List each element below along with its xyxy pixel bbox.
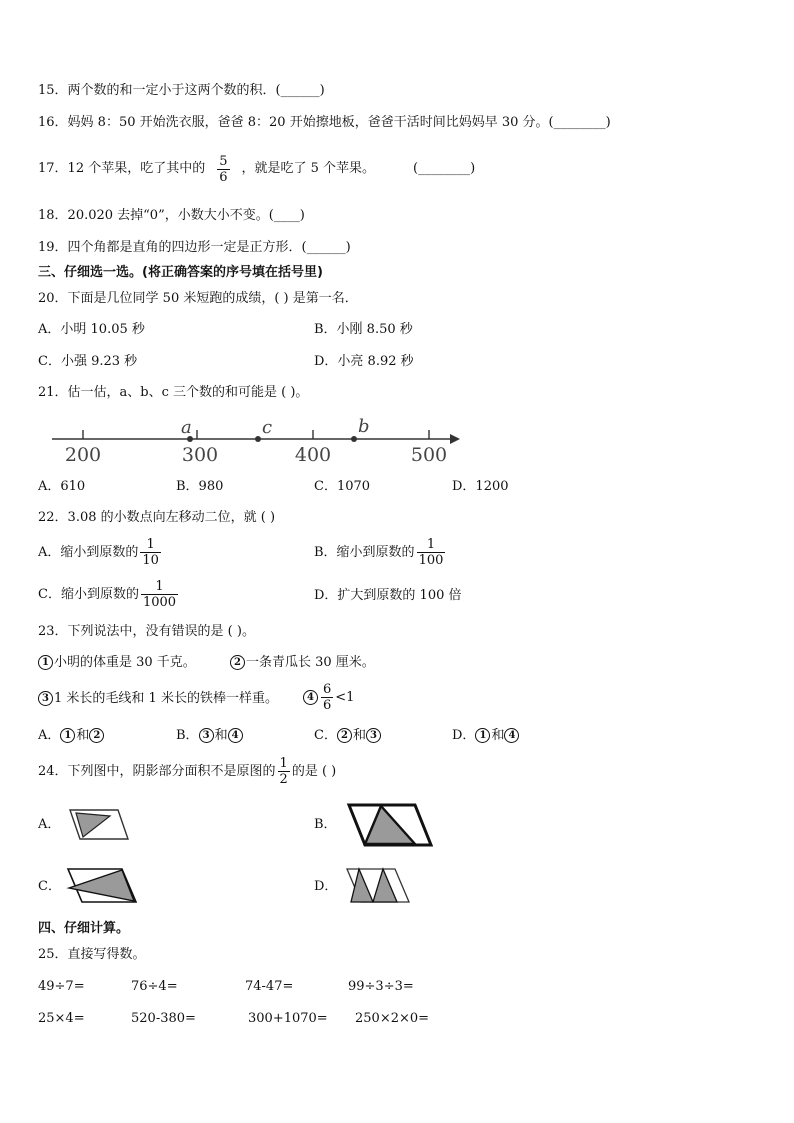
option-c: C．1070 bbox=[314, 479, 371, 494]
point-label-a: a bbox=[181, 417, 192, 438]
question-23: 23．下列说法中，没有错误的是 ( )。 bbox=[38, 624, 255, 639]
option-c-text: C．缩小到原数的 bbox=[38, 586, 139, 602]
question-16: 16．妈妈 8：50 开始洗衣服，爸爸 8：20 开始擦地板，爸爸干活时间比妈妈早 30 分。(________) bbox=[38, 115, 611, 130]
tick-label-200: 200 bbox=[64, 444, 102, 465]
question-24-suffix: 的是 ( ) bbox=[291, 763, 337, 779]
option-b: B．小刚 8.50 秒 bbox=[314, 322, 413, 337]
statement-1 bbox=[38, 655, 196, 671]
fraction-numerator: 1 bbox=[279, 756, 288, 771]
question-17 bbox=[38, 151, 475, 187]
question-17-suffix: ，就是吃了 5 个苹果。 bbox=[241, 161, 376, 176]
circled-number: 4 bbox=[504, 728, 519, 743]
calc-item: 25×4= bbox=[38, 1011, 85, 1026]
fraction-denominator: 1000 bbox=[142, 595, 177, 610]
point-label-b: b bbox=[358, 416, 370, 437]
statement-2 bbox=[230, 655, 375, 671]
question-18: 18．20.020 去掉“0”，小数大小不变。(____) bbox=[38, 208, 305, 223]
circled-number: 3 bbox=[366, 728, 381, 743]
tick-label-300: 300 bbox=[181, 444, 219, 465]
fraction-numerator: 5 bbox=[219, 153, 228, 169]
option-d: D． bbox=[314, 879, 338, 894]
statement-2-text: 一条青瓜长 30 厘米。 bbox=[246, 655, 375, 670]
question-15: 15．两个数的和一定小于这两个数的积．(______) bbox=[38, 83, 325, 98]
option-c bbox=[38, 579, 180, 610]
option-a: A．小明 10.05 秒 bbox=[38, 322, 145, 337]
figure-a-parallelogram bbox=[64, 806, 134, 842]
option-c: C． bbox=[38, 879, 61, 894]
statement-3-text: 1 米长的毛线和 1 米长的铁棒一样重。 bbox=[54, 691, 278, 706]
section-heading-3: 三、仔细选一选。(将正确答案的序号填在括号里) bbox=[38, 265, 323, 280]
tick-label-500: 500 bbox=[410, 444, 448, 465]
fraction-denominator: 6 bbox=[323, 698, 332, 713]
fraction-denominator: 100 bbox=[418, 553, 444, 568]
conjunction: 和 bbox=[76, 728, 90, 743]
calc-item: 250×2×0= bbox=[355, 1011, 430, 1026]
question-17-prefix: 17．12 个苹果，吃了其中的 bbox=[38, 161, 206, 176]
fraction-numerator: 1 bbox=[426, 537, 436, 552]
fraction bbox=[417, 537, 446, 568]
option-a bbox=[38, 728, 105, 744]
circled-number: 2 bbox=[337, 728, 352, 743]
tick-label-400: 400 bbox=[294, 444, 332, 465]
circled-number: 1 bbox=[475, 728, 490, 743]
fraction-denominator: 2 bbox=[279, 772, 288, 787]
option-b: B．980 bbox=[176, 479, 224, 494]
circled-number: 1 bbox=[60, 728, 75, 743]
option-b-text: B．缩小到原数的 bbox=[314, 544, 415, 560]
question-24-prefix: 24．下列图中，阴影部分面积不是原图的 bbox=[38, 763, 276, 779]
option-label: D． bbox=[452, 728, 476, 743]
circled-number: 3 bbox=[199, 728, 214, 743]
option-b bbox=[314, 537, 447, 568]
circled-number: 4 bbox=[228, 728, 243, 743]
option-c bbox=[314, 728, 382, 744]
option-a: A．610 bbox=[38, 479, 86, 494]
section-heading-4: 四、仔细计算。 bbox=[38, 921, 130, 936]
figure-b-parallelogram bbox=[345, 801, 435, 849]
fraction bbox=[140, 537, 161, 568]
figure-c-parallelogram bbox=[64, 866, 140, 906]
fraction-denominator: 6 bbox=[219, 169, 228, 185]
circled-number-2: 2 bbox=[230, 655, 245, 670]
point-b bbox=[351, 436, 357, 442]
statement-1-text: 小明的体重是 30 千克。 bbox=[54, 655, 196, 670]
question-21: 21．估一估，a、b、c 三个数的和可能是 ( )。 bbox=[38, 385, 309, 400]
calc-item: 49÷7= bbox=[38, 979, 85, 994]
fraction bbox=[217, 154, 229, 185]
option-c: C．小强 9.23 秒 bbox=[38, 354, 138, 369]
calc-item: 300+1070= bbox=[248, 1011, 328, 1026]
option-a bbox=[38, 537, 163, 568]
circled-number-4: 4 bbox=[303, 690, 318, 705]
fraction-denominator: 10 bbox=[142, 553, 159, 568]
statement-4 bbox=[303, 682, 354, 713]
point-label-c: c bbox=[262, 417, 273, 438]
calc-item: 520-380= bbox=[131, 1011, 196, 1026]
option-label: B． bbox=[176, 728, 199, 743]
option-d: D．扩大到原数的 100 倍 bbox=[314, 588, 462, 603]
figure-d-parallelogram bbox=[343, 866, 415, 906]
circled-number-1: 1 bbox=[38, 655, 53, 670]
question-25: 25．直接写得数。 bbox=[38, 947, 146, 962]
circled-number-3: 3 bbox=[38, 691, 53, 706]
question-20: 20．下面是几位同学 50 米短跑的成绩，( ) 是第一名． bbox=[38, 291, 358, 306]
option-a-text: A．缩小到原数的 bbox=[38, 544, 139, 560]
statement-4-text: <1 bbox=[335, 689, 355, 705]
statement-3 bbox=[38, 691, 278, 707]
fraction-numerator: 1 bbox=[146, 537, 155, 552]
answer-blank: (________) bbox=[413, 161, 476, 176]
conjunction: 和 bbox=[214, 728, 228, 743]
calc-item: 76÷4= bbox=[131, 979, 178, 994]
circled-number: 2 bbox=[89, 728, 104, 743]
option-b bbox=[176, 728, 244, 744]
conjunction: 和 bbox=[352, 728, 366, 743]
option-b: B． bbox=[314, 817, 337, 832]
conjunction: 和 bbox=[491, 728, 505, 743]
point-c bbox=[255, 436, 261, 442]
fraction bbox=[321, 682, 333, 713]
fraction bbox=[278, 756, 290, 787]
number-line bbox=[50, 413, 462, 465]
fraction-numerator: 6 bbox=[323, 682, 332, 697]
fraction-numerator: 1 bbox=[155, 579, 164, 594]
option-d: D．1200 bbox=[452, 479, 509, 494]
question-19: 19．四个角都是直角的四边形一定是正方形．(______) bbox=[38, 240, 351, 255]
question-22: 22．3.08 的小数点向左移动二位，就 ( ) bbox=[38, 510, 276, 525]
option-label: C． bbox=[314, 728, 337, 743]
calc-item: 99÷3÷3= bbox=[348, 979, 414, 994]
option-d: D．小亮 8.92 秒 bbox=[314, 354, 414, 369]
option-d bbox=[452, 728, 520, 744]
fraction bbox=[141, 579, 178, 610]
option-label: A． bbox=[38, 728, 61, 743]
calc-item: 74-47= bbox=[245, 979, 294, 994]
question-24 bbox=[38, 756, 336, 787]
option-a: A． bbox=[38, 817, 61, 832]
